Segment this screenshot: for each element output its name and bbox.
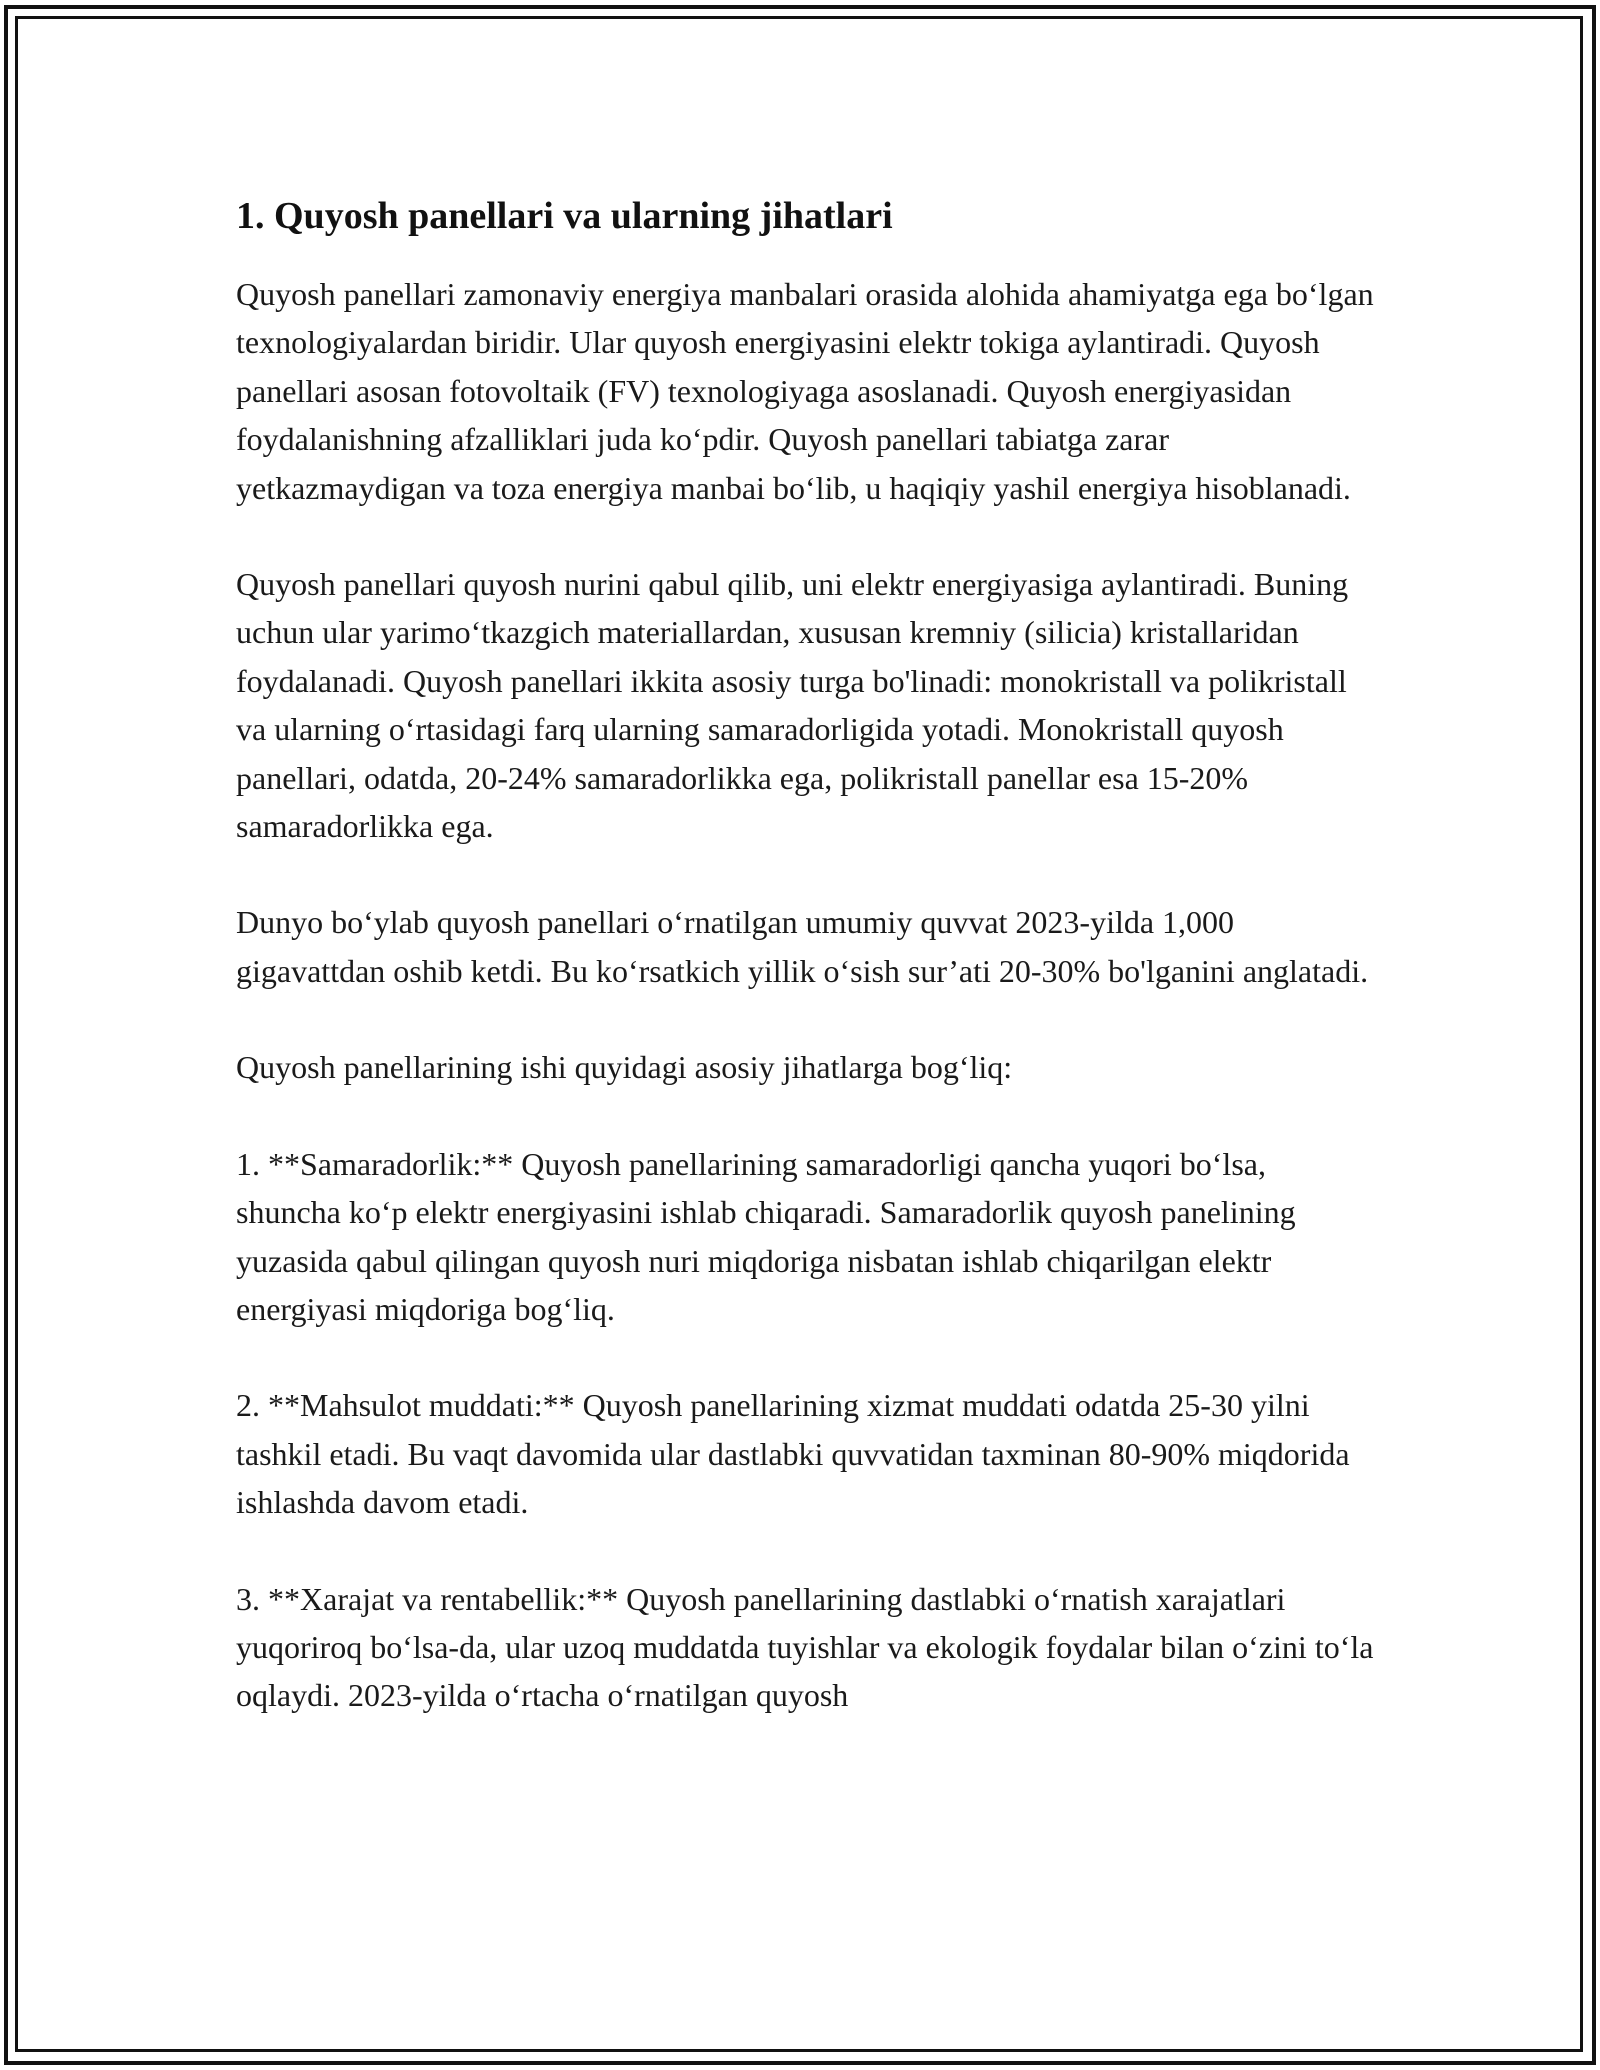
paragraph-intro: Quyosh panellari zamonaviy energiya manbalari orasida alohida ahamiyatga ega boʻlgan texnologiyalardan biridir. Ular quyosh energiyasini elektr tokiga aylantiradi. Quyosh panellari asosan fotovoltaik (FV) texnologiyaga asoslanadi. Quyosh energiyasidan foydalanishning afzalliklari juda koʻpdir. Quyosh panellari tabiatga zarar yetkazmaydigan va toza energiya manbai boʻlib, u haqiqiy yashil energiya hisoblanadi. xyxy=(236,276,1374,506)
list-item-efficiency: 1. **Samaradorlik:** Quyosh panellarining samaradorligi qancha yuqori boʻlsa, shuncha koʻp elektr energiyasini ishlab chiqaradi. Samaradorlik quyosh panelining yuzasida qabul qilingan quyosh nuri miqdoriga nisbatan ishlab chiqarilgan elektr energiyasi miqdoriga bogʻliq. xyxy=(236,1145,1296,1327)
list-item-cost: 3. **Xarajat va rentabellik:** Quyosh panellarining dastlabki oʻrnatish xarajatlari yuqoriroq boʻlsa-da, ular uzoq muddatda tuyishlar va ekologik foydalar bilan oʻzini toʻla oqlaydi. 2023-yilda oʻrtacha oʻrnatilgan quyosh xyxy=(236,1580,1374,1714)
paragraph-panel-types: Quyosh panellari quyosh nurini qabul qilib, uni elektr energiyasiga aylantiradi. Buning uchun ular yarimoʻtkazgich materiallardan, xususan kremniy (silicia) kristallaridan foydalanadi. Quyosh panellari ikkita asosiy turga bo'linadi: monokristall va polikristall va ularning oʻrtasidagi farq ularning samaradorligida yotadi. Monokristall quyosh panellari, odatda, 20-24% samaradorlikka ega, polikristall panellar esa 15-20% samaradorlikka ega. xyxy=(236,566,1349,845)
document-body xyxy=(236,188,1376,1768)
list-item-lifetime: 2. **Mahsulot muddati:** Quyosh panellarining xizmat muddati odatda 25-30 yilni tashkil etadi. Bu vaqt davomida ular dastlabki quvvatidan taxminan 80-90% miqdorida ishlashda davom etadi. xyxy=(236,1387,1350,1521)
paragraph-global-capacity: Dunyo boʻylab quyosh panellari oʻrnatilgan umumiy quvvat 2023-yilda 1,000 gigavattdan oshib ketdi. Bu koʻrsatkich yillik oʻsish sur’ati 20-30% bo'lganini anglatadi. xyxy=(236,904,1369,989)
section-heading: 1. Quyosh panellari va ularning jihatlari xyxy=(236,195,893,237)
paragraph-aspects-intro: Quyosh panellarining ishi quyidagi asosiy jihatlarga bogʻliq: xyxy=(236,1049,1013,1086)
